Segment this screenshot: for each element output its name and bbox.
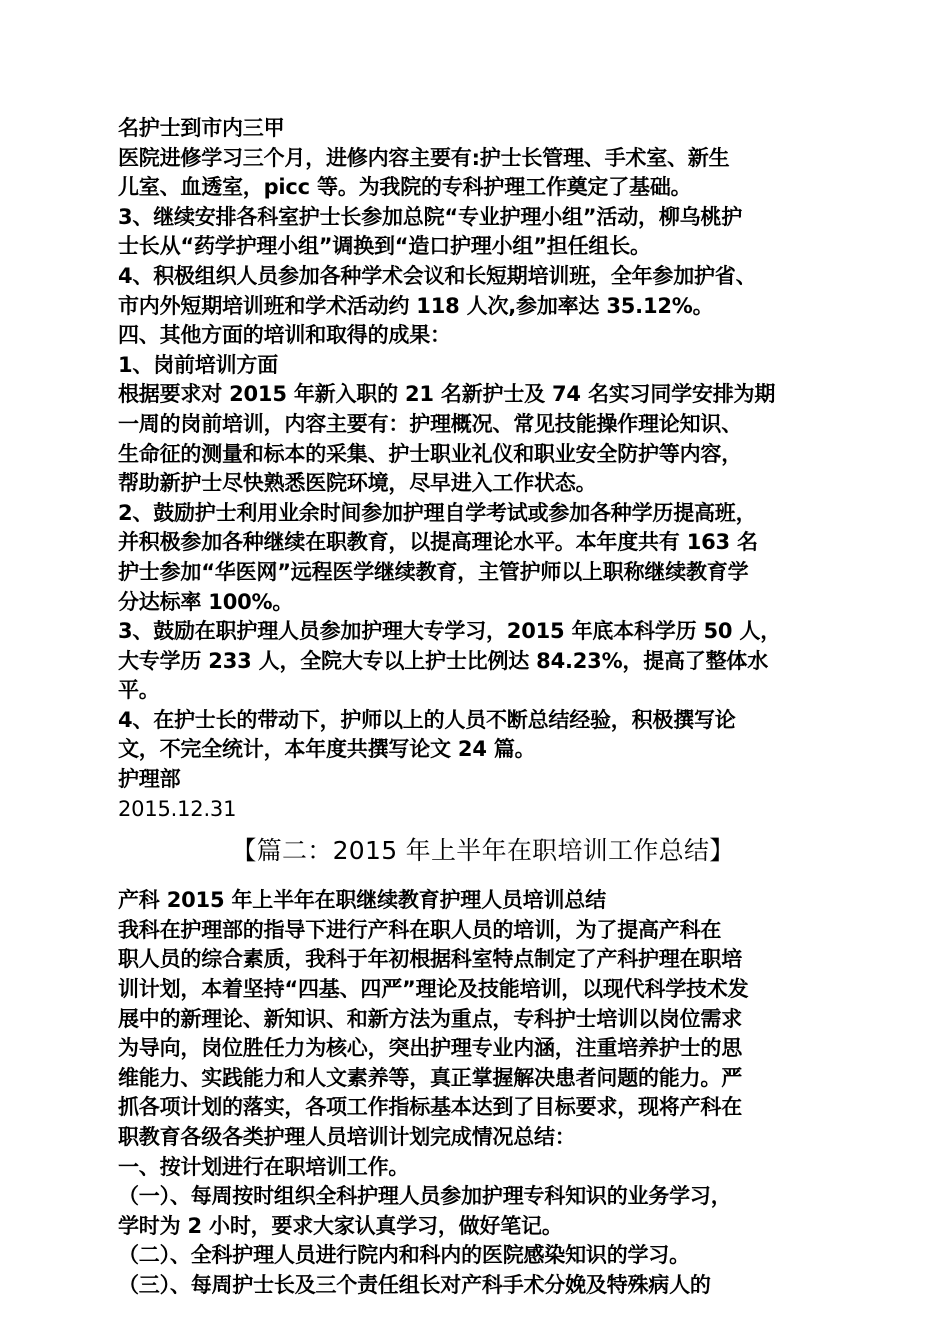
subsection-heading: 1、岗前培训方面 [118, 352, 279, 377]
text-line: 展中的新理论、新知识、和新方法为重点，专科护士培训以岗位需求 [118, 1006, 742, 1031]
text-line: 2、鼓励护士利用业余时间参加护理自学考试或参加各种学历提高班， [118, 500, 757, 525]
text-line: 3、鼓励在职护理人员参加护理大专学习，2015 年底本科学历 50 人， [118, 619, 782, 644]
text-line: 4、积极组织人员参加各种学术会议和长短期培训班，全年参加护省、 [118, 263, 757, 288]
text-line: 平。 [118, 678, 160, 703]
signature-department: 护理部 [118, 767, 181, 792]
text-line: 护士参加“华医网”远程医学继续教育，主管护师以上职称继续教育学 [118, 559, 749, 584]
section-heading: 一、按计划进行在职培训工作。 [118, 1154, 410, 1179]
text-line: 训计划，本着坚持“四基、四严”理论及技能培训，以现代科学技术发 [118, 977, 749, 1002]
text-line: 帮助新护士尽快熟悉医院环境，尽早进入工作状态。 [118, 471, 597, 496]
text-line: （三）、每周护士长及三个责任组长对产科手术分娩及特殊病人的 [118, 1272, 711, 1297]
document-page [118, 114, 848, 1301]
text-line: 4、在护士长的带动下，护师以上的人员不断总结经验，积极撰写论 [118, 707, 736, 732]
text-line: 根据要求对 2015 年新入职的 21 名新护士及 74 名实习同学安排为期 [118, 382, 776, 407]
section-title: 【篇二：2015 年上半年在职培训工作总结】 [231, 836, 735, 866]
signature-date: 2015.12.31 [118, 796, 237, 821]
text-line: 职人员的综合素质，我科于年初根据科室特点制定了产科护理在职培 [118, 947, 742, 972]
text-line: 儿室、血透室，picc 等。为我院的专科护理工作奠定了基础。 [118, 175, 692, 200]
text-line: 职教育各级各类护理人员培训计划完成情况总结： [118, 1125, 576, 1149]
text-line: 士长从“药学护理小组”调换到“造口护理小组”担任组长。 [118, 234, 651, 259]
section-heading: 四、其他方面的培训和取得的成果： [118, 323, 451, 348]
text-line: （一）、每周按时组织全科护理人员参加护理专科知识的业务学习， [118, 1184, 732, 1209]
text-line: 文，不完全统计，本年度共撰写论文 24 篇。 [118, 737, 536, 762]
text-line: 并积极参加各种继续在职教育，以提高理论水平。本年度共有 163 名 [118, 530, 758, 555]
text-line: 生命征的测量和标本的采集、护士职业礼仪和职业安全防护等内容， [118, 441, 742, 466]
text-line: 分达标率 100%。 [118, 589, 294, 614]
text-line: 医院进修学习三个月，进修内容主要有:护士长管理、手术室、新生 [118, 145, 730, 170]
text-line: 市内外短期培训班和学术活动约 118 人次,参加率达 35.12%。 [118, 293, 714, 318]
text-line: 为导向，岗位胜任力为核心，突出护理专业内涵，注重培养护士的思 [118, 1036, 742, 1061]
report-title: 产科 2015 年上半年在职继续教育护理人员培训总结 [118, 888, 606, 913]
text-line: 学时为 2 小时，要求大家认真学习，做好笔记。 [118, 1213, 563, 1238]
text-line: 维能力、实践能力和人文素养等，真正掌握解决患者问题的能力。严 [118, 1065, 742, 1090]
text-line: 大专学历 233 人，全院大专以上护士比例达 84.23%，提高了整体水 [118, 648, 769, 673]
text-line: 抓各项计划的落实，各项工作指标基本达到了目标要求，现将产科在 [118, 1095, 742, 1120]
text-line: （二）、全科护理人员进行院内和科内的医院感染知识的学习。 [118, 1243, 690, 1268]
text-line: 名护士到市内三甲 [118, 116, 285, 140]
text-line: 我科在护理部的指导下进行产科在职人员的培训，为了提高产科在 [118, 917, 722, 942]
text-line: 一周的岗前培训，内容主要有：护理概况、常见技能操作理论知识、 [118, 411, 742, 436]
text-line: 3、继续安排各科室护士长参加总院“专业护理小组”活动，柳乌桃护 [118, 204, 743, 229]
